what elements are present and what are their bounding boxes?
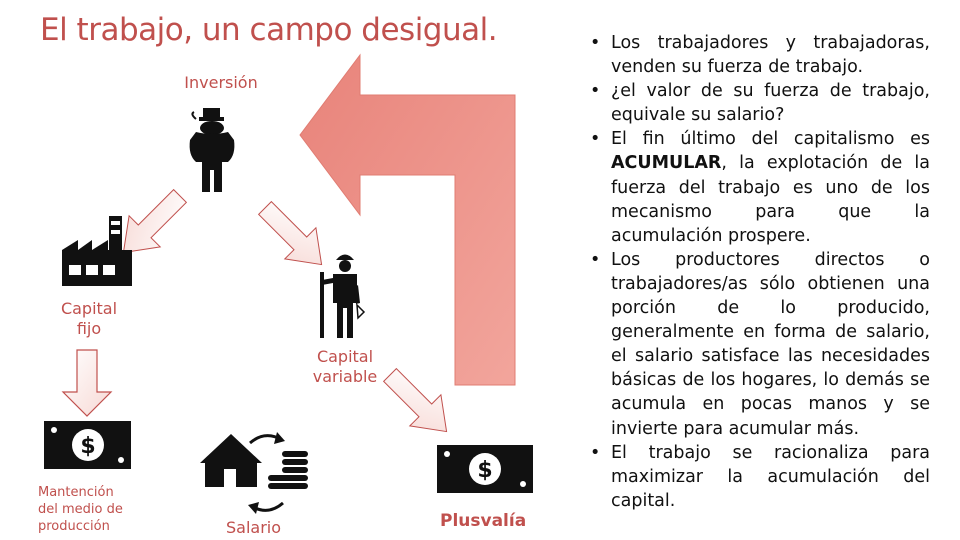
arrow-to-capital-variable	[249, 192, 337, 280]
mantencion-label: Mantención del medio de producción	[38, 485, 123, 534]
bullet-item: • El fin último del capitalismo es ACUMULAR, la explotación de la fuerza del trabajo es uno de los mecanismo para que la acumulación prospere.	[590, 127, 930, 247]
emphasis-acumular: ACUMULAR	[611, 153, 722, 174]
bullet-item: • El trabajo se racionaliza para maximizar la acumulación del capital.	[590, 441, 930, 513]
arrow-to-plusvalia	[374, 359, 462, 447]
bullet-list	[590, 31, 930, 513]
bullet-item: • Los trabajadores y trabajadoras, venden su fuerza de trabajo.	[590, 31, 930, 79]
bullet-item: • Los productores directos o trabajadores/as sólo obtienen una porción de lo producido, generalmente en forma de salario, el salario satisface las necesidades básicas de los hogares, lo demás se acumula en pocas manos y se invierte para acumular más.	[590, 248, 930, 441]
arrow-to-mantencion	[63, 350, 111, 416]
capital-variable-label: Capital variable	[312, 347, 378, 386]
capitalist-icon	[190, 108, 235, 192]
worker-icon	[320, 255, 364, 339]
return-arrow	[300, 55, 515, 385]
salario-label: Salario	[226, 518, 282, 537]
svg-text:$: $	[80, 434, 96, 459]
factory-icon	[62, 216, 132, 286]
money-icon	[44, 421, 131, 469]
svg-text:$: $	[477, 458, 493, 483]
bullet-item: • ¿el valor de su fuerza de trabajo, equivale su salario?	[590, 79, 930, 127]
capital-fijo-label: Capital fijo	[60, 299, 118, 338]
plusvalia-label: Plusvalía	[440, 511, 527, 531]
money-icon	[437, 445, 533, 493]
page-title: El trabajo, un campo desigual.	[40, 12, 498, 48]
coins-icon	[268, 451, 308, 489]
inversion-label: Inversión	[184, 73, 258, 92]
